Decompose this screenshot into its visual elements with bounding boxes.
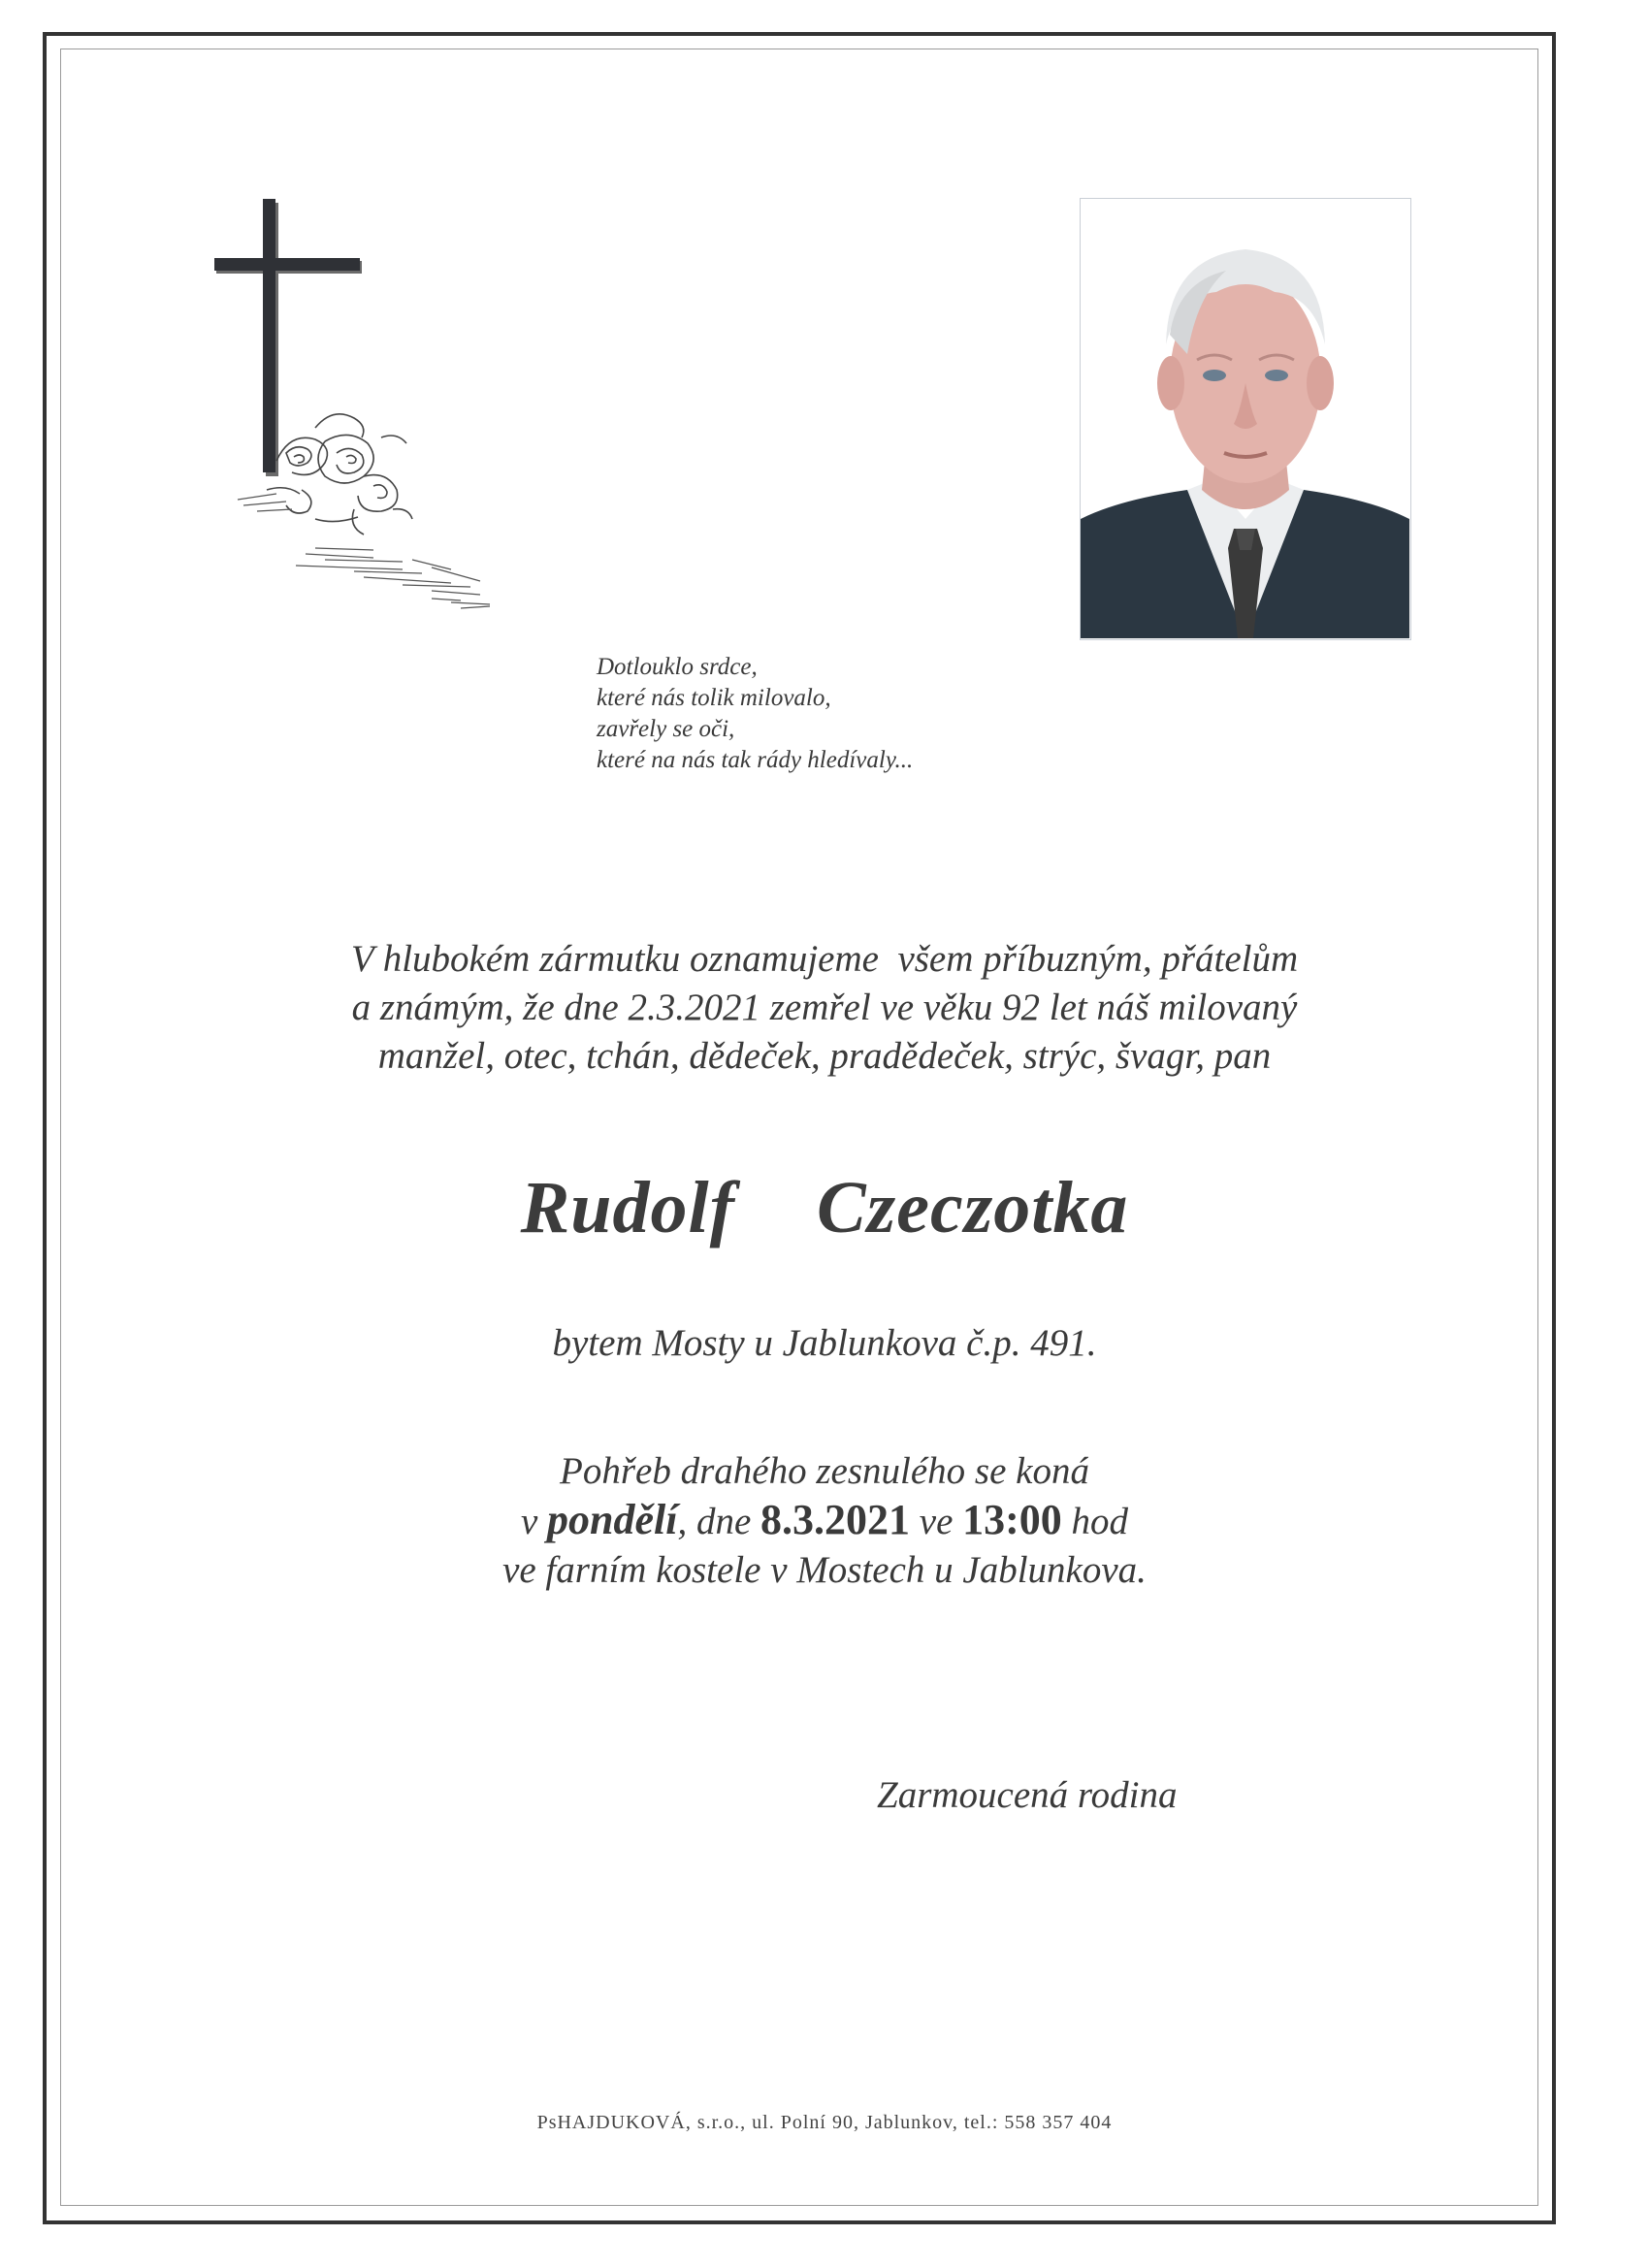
announcement-line: V hlubokém zármutku oznamujeme všem příbuzným, přátelům [350,938,1299,980]
footer-undertaker: PsHAJDUKOVÁ, s.r.o., ul. Polní 90, Jablunkov, tel.: 558 357 404 [536,2112,1113,2133]
funeral-day: pondělí [547,1496,678,1543]
funeral-line-3: ve farním kostele v Mostech u Jablunkova. [502,1549,1147,1591]
funeral-date: 8.3.2021 [760,1496,911,1543]
announcement-line: a známým, že dne 2.3.2021 zemřel ve věku 92 let náš milovaný [351,987,1298,1028]
announcement-line: manžel, otec, tchán, dědeček, pradědeček, strýc, švagr, pan [377,1035,1272,1077]
funeral-prefix: v [520,1501,547,1542]
funeral-suffix: hod [1061,1501,1129,1542]
poem-line: zavřely se oči, [597,716,735,742]
poem-line: které na nás tak rády hledívaly... [597,747,914,773]
poem-line: které nás tolik milovalo, [597,685,831,711]
poem [597,652,913,776]
portrait-photo [1080,198,1411,640]
funeral-text: , dne [677,1501,761,1542]
funeral-text: ve [910,1501,963,1542]
funeral-line-2 [194,1496,1455,1546]
deceased-name: Rudolf Czeczotka [520,1167,1129,1248]
family-signature: Zarmoucená rodina [877,1774,1178,1816]
poem-line: Dotlouklo srdce, [597,654,758,680]
deceased-residence: bytem Mosty u Jablunkova č.p. 491. [552,1322,1097,1364]
announcement [194,935,1455,1081]
funeral-line-1: Pohřeb drahého zesnulého se koná [560,1450,1089,1492]
funeral-time: 13:00 [962,1496,1062,1543]
funeral-details [194,1447,1455,1595]
cross-with-roses-icon [209,199,543,616]
